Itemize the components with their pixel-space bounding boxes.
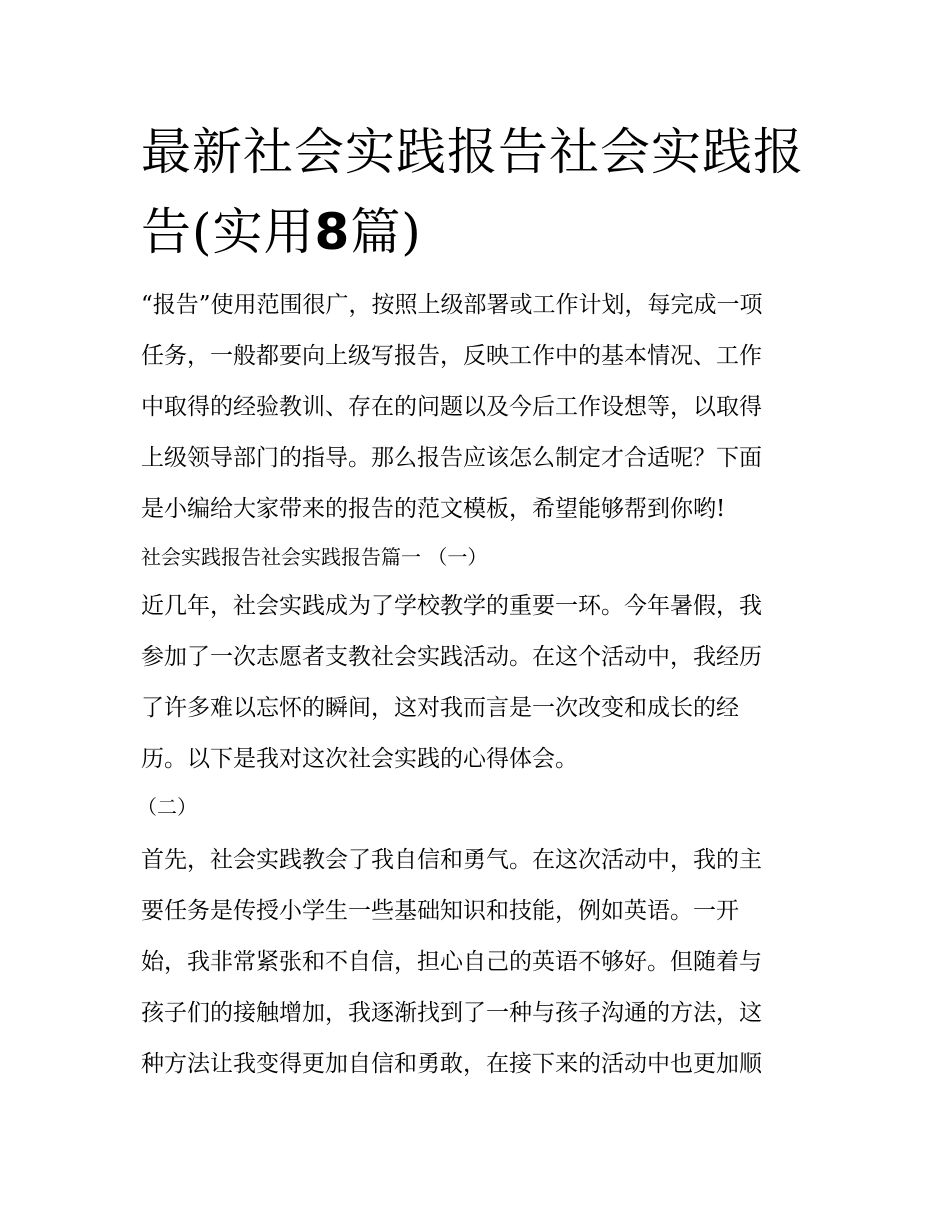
section-heading: 社会实践报告社会实践报告篇一 （一） bbox=[141, 545, 488, 569]
title-line-2 bbox=[141, 192, 813, 272]
section-1-line: 参加了一次志愿者支教社会实践活动。在这个活动中，我经历 bbox=[141, 644, 762, 670]
section-2-line: 孩子们的接触增加，我逐渐找到了一种与孩子沟通的方法，这 bbox=[141, 1000, 762, 1026]
intro-line: 任务，一般都要向上级写报告，反映工作中的基本情况、工作 bbox=[141, 343, 762, 369]
title-line-1: 最新社会实践报告社会实践报 bbox=[141, 123, 804, 181]
section-2-paragraph bbox=[141, 835, 813, 1090]
section-1-line: 历。以下是我对这次社会实践的心得体会。 bbox=[141, 746, 578, 772]
intro-line: “报告”使用范围很广，按照上级部署或工作计划，每完成一项 bbox=[141, 292, 763, 318]
intro-line: 是小编给大家带来的报告的范文模板，希望能够帮到你哟! bbox=[141, 496, 726, 522]
document-title bbox=[141, 112, 813, 272]
section-1-paragraph bbox=[141, 581, 813, 785]
section-2-line: 要任务是传授小学生一些基础知识和技能，例如英语。一开 bbox=[141, 898, 739, 924]
section-2-line: 种方法让我变得更加自信和勇敢，在接下来的活动中也更加顺 bbox=[141, 1051, 762, 1077]
section-2-line: 始，我非常紧张和不自信，担心自己的英语不够好。但随着与 bbox=[141, 949, 762, 975]
title-line-2-prefix: 告(实用 bbox=[141, 203, 315, 261]
intro-paragraph bbox=[141, 280, 813, 535]
title-count: 8 bbox=[314, 203, 351, 261]
intro-line: 上级领导部门的指导。那么报告应该怎么制定才合适呢？下面 bbox=[141, 445, 762, 471]
section-2-line: 首先，社会实践教会了我自信和勇气。在这次活动中，我的主 bbox=[141, 847, 762, 873]
sub-heading: （二） bbox=[137, 795, 197, 819]
document-page bbox=[137, 112, 813, 1090]
section-1-line: 了许多难以忘怀的瞬间，这对我而言是一次改变和成长的经 bbox=[141, 695, 739, 721]
title-line-2-suffix: 篇) bbox=[350, 203, 422, 261]
intro-line: 中取得的经验教训、存在的问题以及今后工作设想等，以取得 bbox=[141, 394, 762, 420]
section-1-line: 近几年，社会实践成为了学校教学的重要一环。今年暑假，我 bbox=[141, 593, 762, 619]
